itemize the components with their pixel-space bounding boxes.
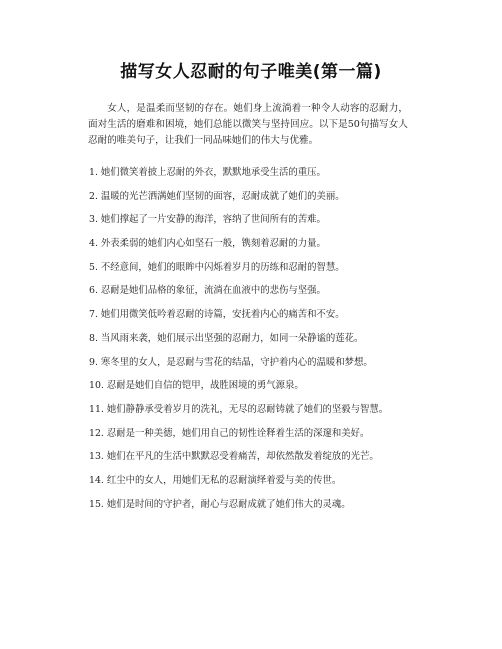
list-item: 4. 外表柔弱的她们内心如坚石一般，镌刻着忍耐的力量。 (89, 238, 326, 250)
list-item: 10. 忍耐是她们自信的铠甲，战胜困境的勇气源泉。 (89, 380, 304, 392)
list-item: 7. 她们用微笑低吟着忍耐的诗篇，安抚着内心的痛苦和不安。 (89, 309, 345, 321)
list-item: 9. 寒冬里的女人，是忍耐与雪花的结晶，守护着内心的温暖和梦想。 (89, 356, 373, 368)
list-item: 14. 红尘中的女人，用她们无私的忍耐演绎着爱与美的传世。 (89, 474, 342, 486)
list-item: 2. 温暖的光芒洒满她们坚韧的面容，忍耐成就了她们的美丽。 (89, 190, 345, 202)
list-item: 13. 她们在平凡的生活中默默忍受着痛苦，却依然散发着绽放的光芒。 (89, 451, 379, 463)
sentence-list (89, 166, 419, 521)
document-title: 描写女人忍耐的句子唯美(第一篇) (120, 62, 382, 82)
list-item: 5. 不经意间，她们的眼眸中闪烁着岁月的历练和忍耐的智慧。 (89, 261, 345, 273)
list-item: 11. 她们静静承受着岁月的洗礼，无尽的忍耐铸就了她们的坚毅与智慧。 (89, 403, 389, 415)
list-item: 1. 她们微笑着披上忍耐的外衣，默默地承受生活的重压。 (89, 167, 326, 178)
list-item: 6. 忍耐是她们品格的象征，流淌在血液中的悲伤与坚强。 (89, 285, 326, 297)
list-item: 15. 她们是时间的守护者，耐心与忍耐成就了她们伟大的灵魂。 (89, 498, 351, 510)
list-item: 8. 当风雨来袭，她们展示出坚强的忍耐力，如同一朵静谧的莲花。 (89, 332, 364, 344)
list-item: 3. 她们撑起了一片安静的海洋，容纳了世间所有的苦难。 (89, 214, 326, 226)
intro-paragraph: 女人，是温柔而坚韧的存在。她们身上流淌着一种令人动容的忍耐力，面对生活的磨难和困境，她们总能以微笑与坚持回应。以下是50句描写女人忍耐的唯美句子，让我们一同品味她们的伟大与优雅。 (88, 103, 408, 146)
list-item: 12. 忍耐是一种美德，她们用自己的韧性诠释着生活的深邃和美好。 (89, 427, 370, 439)
